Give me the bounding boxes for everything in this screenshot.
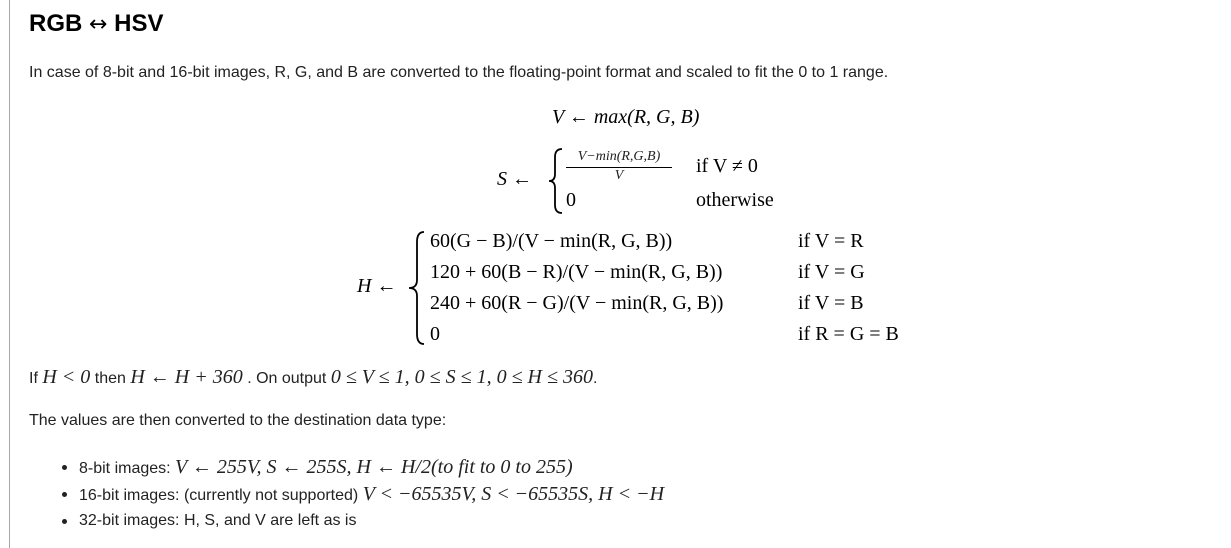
s-numerator: V−min(R,G,B) — [577, 149, 661, 164]
list-item-16bit-math: V < −65535V, S < −65535S, H < −H — [362, 483, 665, 505]
output-text-if: If — [29, 370, 38, 387]
list-item-32bit — [29, 510, 664, 537]
list-item-8bit-text: 8-bit images: — [79, 460, 171, 477]
output-math-adjust: H ← H + 360 — [130, 366, 243, 388]
output-math-condition: H < 0 — [42, 366, 91, 388]
output-text-then: then — [94, 370, 126, 387]
list-item-8bit — [29, 456, 664, 483]
convert-paragraph: The values are then converted to the destination data type: — [29, 412, 447, 429]
formula-s-lhs: S ← — [497, 168, 532, 190]
section-heading — [29, 10, 163, 38]
s-cases-brace — [546, 147, 566, 215]
h-case2-condition: if V = G — [798, 261, 865, 283]
h-case4-expr: 0 — [430, 323, 440, 345]
heading-hsv: HSV — [114, 10, 164, 37]
heading-rgb: RGB — [29, 10, 83, 37]
list-item-16bit — [29, 483, 664, 510]
h-case1-condition: if V = R — [798, 230, 864, 252]
data-type-list — [29, 456, 664, 537]
s-case2-value: 0 — [566, 189, 576, 211]
list-item-32bit-text: 32-bit images: H, S, and V are left as is — [79, 512, 357, 529]
h-case1-expr: 60(G − B)/(V − min(R, G, B)) — [430, 230, 673, 252]
formula-v: V ← max(R, G, B) — [552, 106, 700, 128]
output-text-on-output: . On output — [247, 370, 327, 387]
h-cases-brace — [406, 230, 428, 346]
s-case1-condition: if V ≠ 0 — [696, 155, 758, 177]
list-item-8bit-math: V ← 255V, S ← 255S, H ← H/2(to fit to 0 to 255) — [175, 456, 573, 478]
output-range-paragraph — [29, 366, 597, 389]
h-case4-condition: if R = G = B — [798, 323, 899, 345]
intro-paragraph: In case of 8-bit and 16-bit images, R, G, and B are converted to the floating-point format and scaled to fit the 0 to 1 range. — [29, 64, 889, 81]
h-case2-expr: 120 + 60(B − R)/(V − min(R, G, B)) — [430, 261, 723, 283]
heading-arrow: ↔ — [89, 12, 108, 37]
output-text-period: . — [592, 370, 598, 387]
list-item-16bit-text: 16-bit images: (currently not supported) — [79, 487, 359, 504]
h-case3-condition: if V = B — [798, 292, 864, 314]
document-page — [9, 0, 1219, 548]
formula-h-lhs: H ← — [357, 275, 397, 297]
output-math-ranges: 0 ≤ V ≤ 1, 0 ≤ S ≤ 1, 0 ≤ H ≤ 360 — [330, 366, 593, 388]
s-denominator: V — [614, 168, 624, 183]
s-case2-condition: otherwise — [696, 189, 774, 211]
h-case3-expr: 240 + 60(R − G)/(V − min(R, G, B)) — [430, 292, 724, 314]
